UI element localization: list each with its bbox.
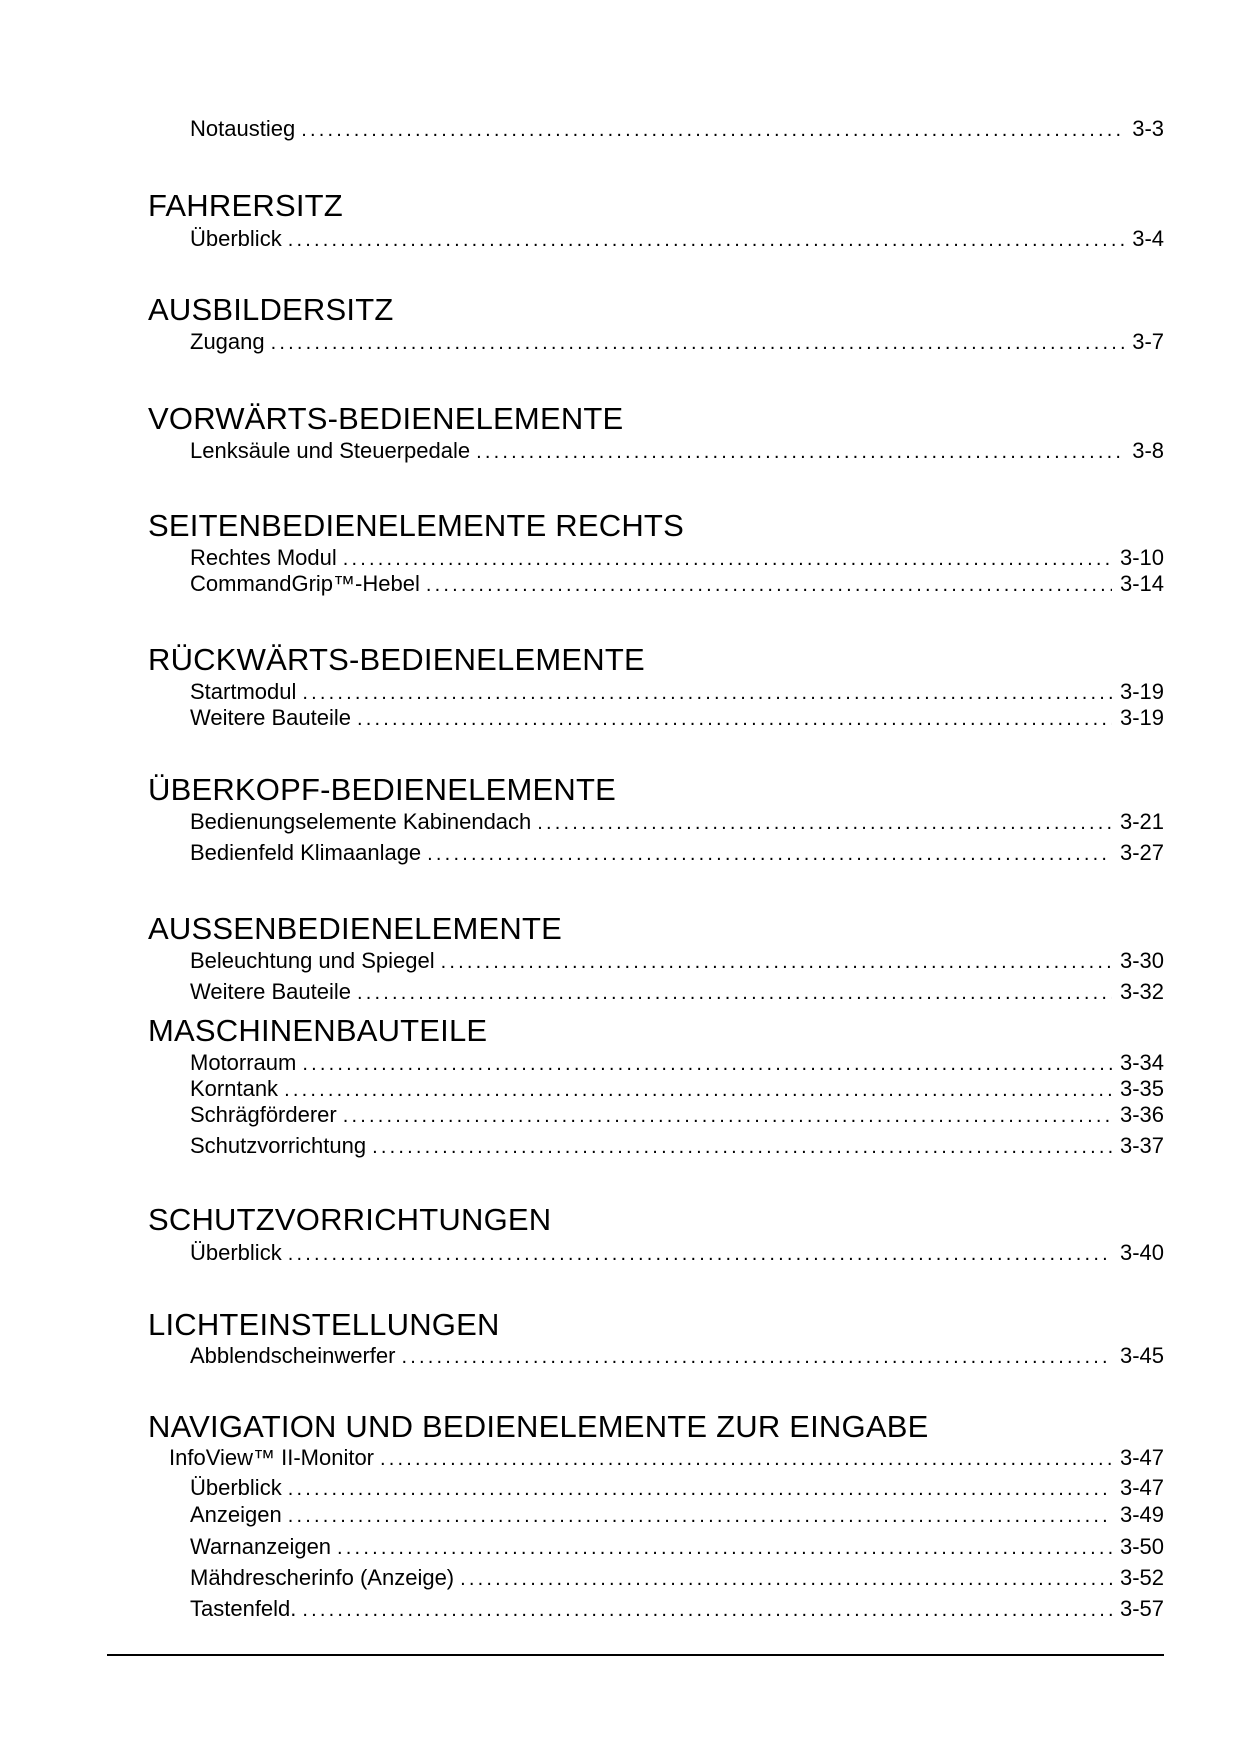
toc-entry[interactable] bbox=[190, 1240, 1164, 1266]
toc-entry-page: 3-21 bbox=[1119, 809, 1164, 834]
toc-entry-label: Mähdrescherinfo (Anzeige) bbox=[190, 1565, 455, 1590]
dot-leader bbox=[302, 1051, 1112, 1077]
dot-leader bbox=[288, 1241, 1112, 1267]
toc-entry-page: 3-27 bbox=[1119, 840, 1164, 865]
toc-entry-page: 3-49 bbox=[1119, 1502, 1164, 1527]
dot-leader bbox=[271, 330, 1125, 356]
toc-entry-label: Tastenfeld. bbox=[190, 1596, 297, 1621]
dot-leader bbox=[288, 1503, 1112, 1529]
dot-leader bbox=[288, 1476, 1112, 1502]
toc-entry[interactable] bbox=[190, 1133, 1164, 1159]
section-heading-ueberkopf: ÜBERKOPF-BEDIENELEMENTE bbox=[148, 772, 616, 807]
dot-leader bbox=[357, 980, 1112, 1006]
dot-leader bbox=[343, 1103, 1112, 1129]
toc-entry-page: 3-40 bbox=[1119, 1240, 1164, 1265]
toc-entry-label: Korntank bbox=[190, 1076, 279, 1101]
toc-entry[interactable] bbox=[169, 1445, 1164, 1471]
toc-entry-page: 3-7 bbox=[1132, 329, 1164, 354]
dot-leader bbox=[460, 1566, 1112, 1592]
toc-entry[interactable] bbox=[190, 679, 1164, 705]
dot-leader bbox=[302, 1597, 1112, 1623]
toc-entry[interactable] bbox=[190, 329, 1164, 355]
toc-entry[interactable] bbox=[190, 1475, 1164, 1501]
toc-entry[interactable] bbox=[190, 1565, 1164, 1591]
toc-entry-label: Schutzvorrichtung bbox=[190, 1133, 367, 1158]
dot-leader bbox=[426, 572, 1112, 598]
toc-entry-label: Bedienungselemente Kabinendach bbox=[190, 809, 532, 834]
toc-entry-label: Startmodul bbox=[190, 679, 297, 704]
section-heading-navigation: NAVIGATION UND BEDIENELEMENTE ZUR EINGABE bbox=[148, 1409, 929, 1444]
dot-leader bbox=[357, 706, 1112, 732]
toc-entry-page: 3-32 bbox=[1119, 979, 1164, 1004]
toc-entry[interactable] bbox=[190, 1502, 1164, 1528]
toc-entry-page: 3-57 bbox=[1119, 1596, 1164, 1621]
toc-entry-page: 3-30 bbox=[1119, 948, 1164, 973]
toc-entry[interactable] bbox=[190, 705, 1164, 731]
toc-entry[interactable] bbox=[190, 1050, 1164, 1076]
toc-entry-page: 3-36 bbox=[1119, 1102, 1164, 1127]
section-heading-fahrersitz: FAHRERSITZ bbox=[148, 188, 343, 223]
dot-leader bbox=[337, 1535, 1112, 1561]
footer-rule bbox=[107, 1654, 1164, 1656]
toc-entry[interactable] bbox=[190, 948, 1164, 974]
toc-entry-label: Beleuchtung und Spiegel bbox=[190, 948, 435, 973]
dot-leader bbox=[476, 439, 1124, 465]
section-heading-vorwaerts: VORWÄRTS-BEDIENELEMENTE bbox=[148, 401, 624, 436]
toc-entry-page: 3-10 bbox=[1119, 545, 1164, 570]
toc-entry-label: Anzeigen bbox=[190, 1502, 282, 1527]
toc-entry-label: Abblendscheinwerfer bbox=[190, 1343, 396, 1368]
toc-entry-page: 3-4 bbox=[1132, 226, 1164, 251]
toc-entry[interactable] bbox=[190, 571, 1164, 597]
toc-entry-label: Motorraum bbox=[190, 1050, 297, 1075]
toc-entry-label: Bedienfeld Klimaanlage bbox=[190, 840, 422, 865]
toc-entry-label: Weitere Bauteile bbox=[190, 705, 352, 730]
toc-entry[interactable] bbox=[190, 438, 1164, 464]
toc-entry-page: 3-50 bbox=[1119, 1534, 1164, 1559]
dot-leader bbox=[380, 1446, 1112, 1472]
toc-entry-page: 3-52 bbox=[1119, 1565, 1164, 1590]
toc-entry-page: 3-37 bbox=[1119, 1133, 1164, 1158]
dot-leader bbox=[288, 227, 1125, 253]
dot-leader bbox=[401, 1344, 1111, 1370]
toc-entry[interactable] bbox=[190, 979, 1164, 1005]
toc-entry-label: Warnanzeigen bbox=[190, 1534, 332, 1559]
toc-entry[interactable] bbox=[190, 840, 1164, 866]
toc-entry-notaustieg[interactable] bbox=[190, 116, 1164, 142]
dot-leader bbox=[284, 1077, 1112, 1103]
toc-entry-label: Lenksäule und Steuerpedale bbox=[190, 438, 471, 463]
toc-entry-label: Überblick bbox=[190, 1240, 282, 1265]
toc-entry[interactable] bbox=[190, 809, 1164, 835]
toc-entry[interactable] bbox=[190, 1534, 1164, 1560]
toc-entry-label: Schrägförderer bbox=[190, 1102, 337, 1127]
dot-leader bbox=[537, 810, 1112, 836]
dot-leader bbox=[302, 680, 1112, 706]
section-heading-rueckwaerts: RÜCKWÄRTS-BEDIENELEMENTE bbox=[148, 642, 645, 677]
section-heading-lichteinstellungen: LICHTEINSTELLUNGEN bbox=[148, 1307, 500, 1342]
toc-entry-page: 3-34 bbox=[1119, 1050, 1164, 1075]
toc-entry[interactable] bbox=[190, 545, 1164, 571]
section-heading-ausbildersitz: AUSBILDERSITZ bbox=[148, 292, 394, 327]
toc-entry-label: Zugang bbox=[190, 329, 265, 354]
toc-entry-label: Überblick bbox=[190, 1475, 282, 1500]
dot-leader bbox=[427, 841, 1112, 867]
dot-leader bbox=[301, 117, 1124, 143]
toc-entry-label: Überblick bbox=[190, 226, 282, 251]
dot-leader bbox=[372, 1134, 1112, 1160]
toc-entry-label: Rechtes Modul bbox=[190, 545, 337, 570]
section-heading-aussenbedienelemente: AUSSENBEDIENELEMENTE bbox=[148, 911, 562, 946]
toc-entry-page: 3-47 bbox=[1119, 1445, 1164, 1470]
toc-entry[interactable] bbox=[190, 226, 1164, 252]
toc-entry[interactable] bbox=[190, 1102, 1164, 1128]
toc-entry-page: 3-47 bbox=[1119, 1475, 1164, 1500]
dot-leader bbox=[441, 949, 1112, 975]
dot-leader bbox=[343, 546, 1112, 572]
toc-entry-page: 3-14 bbox=[1119, 571, 1164, 596]
toc-entry-page: 3-8 bbox=[1132, 438, 1164, 463]
toc-entry-label: Notaustieg bbox=[190, 116, 296, 141]
toc-entry-label: CommandGrip™-Hebel bbox=[190, 571, 420, 596]
toc-entry[interactable] bbox=[190, 1596, 1164, 1622]
toc-entry-label: InfoView™ II-Monitor bbox=[169, 1445, 375, 1470]
toc-entry-page: 3-45 bbox=[1119, 1343, 1164, 1368]
toc-entry-page: 3-3 bbox=[1132, 116, 1164, 141]
section-heading-seitenbedienelemente: SEITENBEDIENELEMENTE RECHTS bbox=[148, 508, 684, 543]
toc-entry-page: 3-19 bbox=[1119, 679, 1164, 704]
toc-entry[interactable] bbox=[190, 1076, 1164, 1102]
toc-entry-label: Weitere Bauteile bbox=[190, 979, 352, 1004]
section-heading-schutzvorrichtungen: SCHUTZVORRICHTUNGEN bbox=[148, 1202, 552, 1237]
section-heading-maschinenbauteile: MASCHINENBAUTEILE bbox=[148, 1013, 488, 1048]
toc-entry-page: 3-19 bbox=[1119, 705, 1164, 730]
toc-entry[interactable] bbox=[190, 1343, 1164, 1369]
toc-entry-page: 3-35 bbox=[1119, 1076, 1164, 1101]
